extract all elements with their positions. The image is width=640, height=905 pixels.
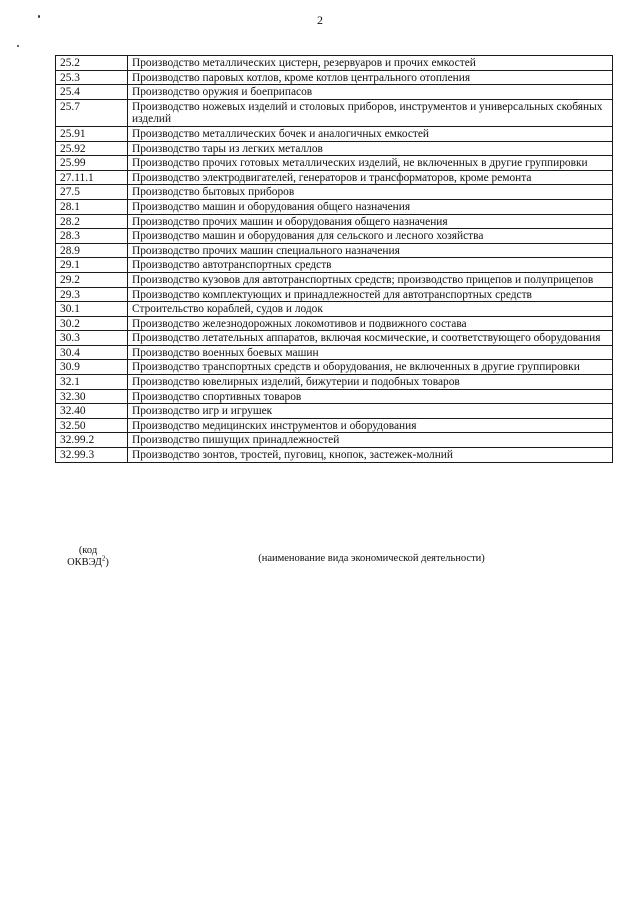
table-row: [56, 126, 613, 141]
table-row: [56, 418, 613, 433]
table-row: [56, 448, 613, 463]
activity-name-cell: Производство машин и оборудования общего назначения: [128, 199, 613, 214]
table-row: [56, 258, 613, 273]
table-row: [56, 375, 613, 390]
table-row: [56, 99, 613, 126]
okved-code-cell: 28.3: [56, 229, 128, 244]
activity-name-cell: Производство пишущих принадлежностей: [128, 433, 613, 448]
table-row: [56, 70, 613, 85]
activity-name-cell: Производство автотранспортных средств: [128, 258, 613, 273]
table-row: [56, 156, 613, 171]
table-row: [56, 243, 613, 258]
table-row: [56, 199, 613, 214]
table-row: [56, 85, 613, 100]
okved-code-caption-close: ): [105, 557, 109, 568]
activity-name-cell: Производство прочих машин и оборудования общего назначения: [128, 214, 613, 229]
activity-name-cell: Производство медицинских инструментов и оборудования: [128, 418, 613, 433]
okved-code-caption-line1: (код: [78, 545, 98, 556]
page-number: 2: [317, 13, 323, 27]
activity-name-cell: Производство тары из легких металлов: [128, 141, 613, 156]
table-row: [56, 56, 613, 71]
activity-name-cell: Производство ножевых изделий и столовых приборов, инструментов и универсальных скобяных изделий: [128, 99, 613, 126]
okved-code-cell: 29.3: [56, 287, 128, 302]
okved-code-cell: 32.40: [56, 404, 128, 419]
scan-speck: [38, 15, 40, 18]
table-row: [56, 433, 613, 448]
activity-name-cell: Производство военных боевых машин: [128, 345, 613, 360]
activity-name-cell: Производство летательных аппаратов, включая космические, и соответствующего оборудования: [128, 331, 613, 346]
table-row: [56, 141, 613, 156]
okved-code-cell: 32.50: [56, 418, 128, 433]
okved-code-cell: 32.30: [56, 389, 128, 404]
activity-name-cell: Производство игр и игрушек: [128, 404, 613, 419]
okved-code-caption-footnote: 2: [101, 554, 106, 563]
okved-code-cell: 32.1: [56, 375, 128, 390]
okved-code-cell: 28.2: [56, 214, 128, 229]
activity-name-cell: Производство ювелирных изделий, бижутерии и подобных товаров: [128, 375, 613, 390]
activity-name-cell: Производство бытовых приборов: [128, 185, 613, 200]
okved-code-cell: 25.3: [56, 70, 128, 85]
activity-name-cell: Производство транспортных средств и оборудования, не включенных в другие группировки: [128, 360, 613, 375]
okved-code-cell: 25.92: [56, 141, 128, 156]
okved-code-cell: 27.11.1: [56, 170, 128, 185]
activity-name-cell: Производство зонтов, тростей, пуговиц, кнопок, застежек-молний: [128, 448, 613, 463]
activity-name-cell: Производство металлических цистерн, резервуаров и прочих емкостей: [128, 56, 613, 71]
okved-code-cell: 25.4: [56, 85, 128, 100]
okved-code-caption-line2: ОКВЭД: [67, 557, 102, 568]
okved-code-cell: 29.2: [56, 272, 128, 287]
table-row: [56, 360, 613, 375]
table-row: [56, 272, 613, 287]
table-row: [56, 229, 613, 244]
okved-code-cell: 28.1: [56, 199, 128, 214]
okved-code-cell: 30.9: [56, 360, 128, 375]
activity-name-cell: Производство металлических бочек и аналогичных емкостей: [128, 126, 613, 141]
table-row: [56, 185, 613, 200]
okved-code-caption: [55, 545, 121, 569]
activity-name-cell: Производство электродвигателей, генераторов и трансформаторов, кроме ремонта: [128, 170, 613, 185]
table-row: [56, 302, 613, 317]
okved-code-cell: 25.91: [56, 126, 128, 141]
okved-code-cell: 32.99.2: [56, 433, 128, 448]
okved-code-cell: 27.5: [56, 185, 128, 200]
okved-code-cell: 30.2: [56, 316, 128, 331]
okved-code-cell: 25.99: [56, 156, 128, 171]
table-row: [56, 331, 613, 346]
scan-speck: [17, 45, 19, 47]
activity-name-cell: Производство прочих машин специального назначения: [128, 243, 613, 258]
table-row: [56, 170, 613, 185]
okved-table: [55, 55, 613, 463]
okved-code-cell: 32.99.3: [56, 448, 128, 463]
okved-code-cell: 25.7: [56, 99, 128, 126]
okved-code-cell: 30.4: [56, 345, 128, 360]
activity-name-cell: Производство паровых котлов, кроме котлов центрального отопления: [128, 70, 613, 85]
okved-code-cell: 30.3: [56, 331, 128, 346]
activity-name-cell: Производство комплектующих и принадлежностей для автотранспортных средств: [128, 287, 613, 302]
table-row: [56, 404, 613, 419]
activity-name-cell: Производство железнодорожных локомотивов и подвижного состава: [128, 316, 613, 331]
table-row: [56, 345, 613, 360]
table-row: [56, 214, 613, 229]
activity-name-cell: Производство прочих готовых металлических изделий, не включенных в другие группировки: [128, 156, 613, 171]
activity-name-cell: Строительство кораблей, судов и лодок: [128, 302, 613, 317]
okved-code-cell: 28.9: [56, 243, 128, 258]
okved-code-cell: 25.2: [56, 56, 128, 71]
okved-code-cell: 29.1: [56, 258, 128, 273]
activity-name-cell: Производство спортивных товаров: [128, 389, 613, 404]
table-row: [56, 389, 613, 404]
okved-table-body: [56, 56, 613, 463]
activity-name-cell: Производство машин и оборудования для сельского и лесного хозяйства: [128, 229, 613, 244]
table-row: [56, 316, 613, 331]
activity-name-cell: Производство кузовов для автотранспортных средств; производство прицепов и полуприцепов: [128, 272, 613, 287]
okved-code-cell: 30.1: [56, 302, 128, 317]
activity-name-cell: Производство оружия и боеприпасов: [128, 85, 613, 100]
table-row: [56, 287, 613, 302]
activity-name-caption: (наименование вида экономической деятельности): [258, 553, 485, 564]
